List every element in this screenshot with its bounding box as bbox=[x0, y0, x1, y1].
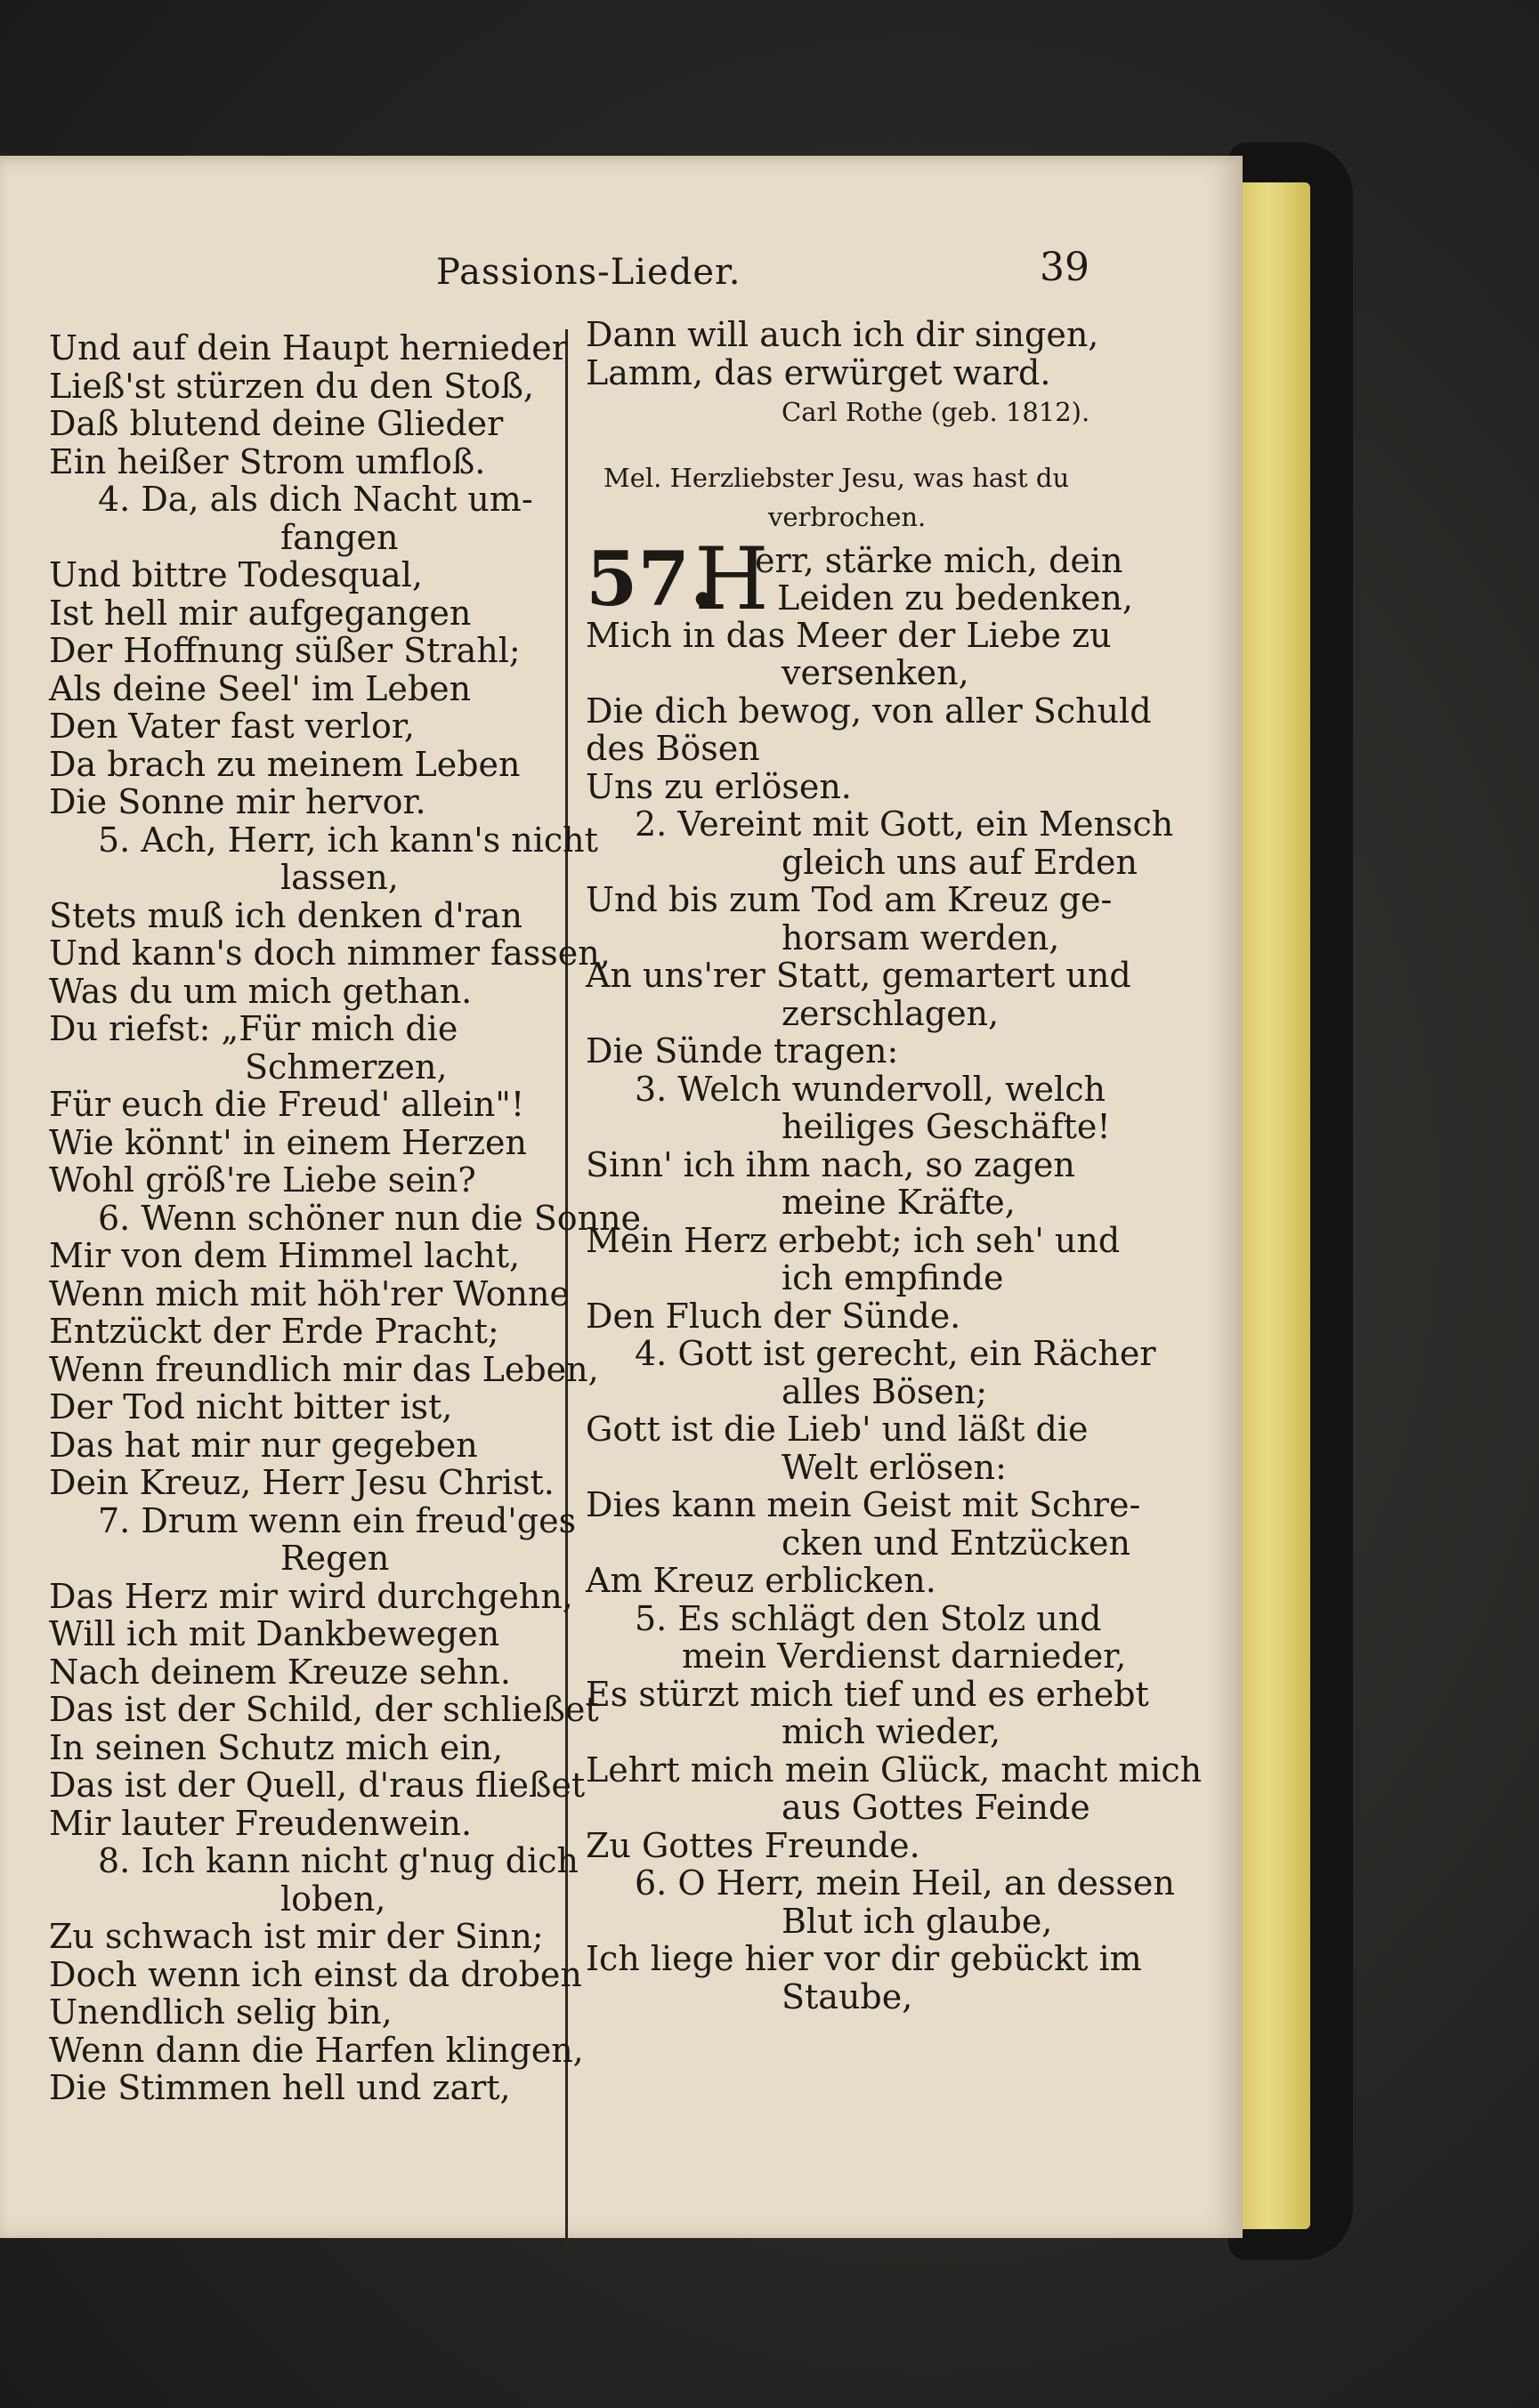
text-line: Zu schwach ist mir der Sinn; bbox=[49, 1917, 544, 1956]
text-line: Ich liege hier vor dir gebückt im bbox=[586, 1939, 1142, 1978]
melody-reference-cont: verbrochen. bbox=[768, 501, 927, 532]
text-line: Dies kann mein Geist mit Schre- bbox=[586, 1485, 1141, 1524]
text-line: Nach deinem Kreuze sehn. bbox=[49, 1652, 511, 1692]
text-line: 2. Vereint mit Gott, ein Mensch bbox=[635, 804, 1174, 844]
text-line: Und auf dein Haupt hernieder bbox=[49, 328, 568, 368]
text-line: Das Herz mir wird durchgehn, bbox=[49, 1576, 573, 1616]
text-line: An uns'rer Statt, gemartert und bbox=[586, 956, 1131, 995]
hymn-body bbox=[586, 615, 1203, 2016]
text-line: err, stärke mich, dein bbox=[755, 540, 1123, 580]
hymn-number: 57. bbox=[586, 534, 717, 623]
text-line: Und bis zum Tod am Kreuz ge- bbox=[586, 880, 1113, 919]
text-line: 5. Es schlägt den Stolz und bbox=[635, 1598, 1102, 1638]
text-line: Da brach zu meinem Leben bbox=[49, 744, 521, 784]
melody-reference: Mel. Herzliebster Jesu, was hast du bbox=[603, 462, 1070, 493]
text-line: Entzückt der Erde Pracht; bbox=[49, 1312, 499, 1351]
text-line: mich wieder, bbox=[782, 1712, 1001, 1751]
text-line: Zu Gottes Freunde. bbox=[586, 1825, 920, 1865]
text-line: Wenn dann die Harfen klingen, bbox=[49, 2030, 584, 2070]
text-line: des Bösen bbox=[586, 729, 760, 768]
text-line: Welt erlösen: bbox=[782, 1447, 1007, 1487]
text-line: Lehrt mich mein Glück, macht mich bbox=[586, 1749, 1203, 1790]
text-line: Das ist der Schild, der schließet bbox=[49, 1690, 599, 1729]
text-line: 4. Gott ist gerecht, ein Rächer bbox=[635, 1334, 1156, 1373]
gilded-page-edges bbox=[1239, 182, 1310, 2229]
text-line: Doch wenn ich einst da droben bbox=[49, 1954, 582, 1994]
text-line: Die Sünde tragen: bbox=[586, 1031, 899, 1071]
text-line: Der Tod nicht bitter ist, bbox=[49, 1387, 453, 1426]
text-line: zerschlagen, bbox=[782, 993, 1000, 1033]
text-line: Für euch die Freud' allein"! bbox=[49, 1085, 525, 1124]
text-line: aus Gottes Feinde bbox=[782, 1788, 1090, 1827]
text-line: Das hat mir nur gegeben bbox=[49, 1425, 478, 1465]
text-line: Ließ'st stürzen du den Stoß, bbox=[49, 366, 534, 406]
text-line: Und bittre Todesqual, bbox=[49, 555, 423, 594]
text-line: Lamm, das erwürget ward. bbox=[586, 352, 1051, 392]
running-head: Passions-Lieder. bbox=[436, 252, 741, 293]
hymn-start bbox=[586, 529, 1133, 629]
text-line: Gott ist die Lieb' und läßt die bbox=[586, 1410, 1089, 1449]
text-line: loben, bbox=[280, 1879, 386, 1919]
text-line: meine Kräfte, bbox=[782, 1183, 1016, 1222]
text-line: 6. Wenn schöner nun die Sonne bbox=[98, 1198, 642, 1238]
text-line: Will ich mit Dankbewegen bbox=[49, 1614, 500, 1653]
text-line: ich empfinde bbox=[782, 1258, 1004, 1297]
text-line: Ist hell mir aufgegangen bbox=[49, 593, 472, 633]
text-line: horsam werden, bbox=[782, 917, 1060, 958]
text-line: Dein Kreuz, Herr Jesu Christ. bbox=[49, 1463, 555, 1502]
text-line: Mir von dem Himmel lacht, bbox=[49, 1236, 521, 1275]
text-line: versenken, bbox=[782, 653, 969, 692]
drop-cap: H bbox=[694, 529, 769, 629]
text-line: In seinen Schutz mich ein, bbox=[49, 1727, 504, 1767]
text-line: Als deine Seel' im Leben bbox=[49, 668, 472, 708]
text-line: Mir lauter Freudenwein. bbox=[49, 1803, 473, 1843]
text-line: Wenn freundlich mir das Leben, bbox=[49, 1349, 599, 1389]
text-line: 8. Ich kann nicht g'nug dich bbox=[98, 1841, 579, 1880]
text-line: 6. O Herr, mein Heil, an dessen bbox=[635, 1863, 1175, 1903]
text-line: Die Stimmen hell und zart, bbox=[49, 2068, 511, 2107]
text-line: Unendlich selig bin, bbox=[49, 1992, 393, 2032]
hymn-author: Carl Rothe (geb. 1812). bbox=[782, 397, 1090, 427]
text-line: Dann will auch ich dir singen, bbox=[586, 315, 1099, 354]
text-line: Wohl größ're Liebe sein? bbox=[49, 1160, 476, 1200]
text-line: 5. Ach, Herr, ich kann's nicht bbox=[98, 820, 598, 860]
text-line: Uns zu erlösen. bbox=[586, 766, 852, 806]
text-line: Wenn mich mit höh'rer Wonne bbox=[49, 1273, 570, 1313]
text-line: Wie könnt' in einem Herzen bbox=[49, 1122, 527, 1162]
text-line: alles Bösen; bbox=[782, 1371, 988, 1411]
text-line: Ein heißer Strom umfloß. bbox=[49, 441, 486, 481]
text-line: Was du um mich gethan. bbox=[49, 971, 473, 1011]
text-line: Es stürzt mich tief und es erhebt bbox=[586, 1674, 1149, 1714]
text-line: Regen bbox=[280, 1539, 390, 1578]
text-line: Schmerzen, bbox=[245, 1046, 448, 1087]
text-line: mein Verdienst darnieder, bbox=[682, 1636, 1127, 1676]
text-line: heiliges Geschäfte! bbox=[782, 1107, 1111, 1146]
page-number: 39 bbox=[1040, 245, 1089, 290]
text-line: lassen, bbox=[280, 858, 399, 897]
text-line: 7. Drum wenn ein freud'ges bbox=[98, 1500, 577, 1540]
text-line: Das ist der Quell, d'raus fließet bbox=[49, 1766, 586, 1805]
text-line: cken und Entzücken bbox=[782, 1523, 1130, 1563]
text-line: Den Vater fast verlor, bbox=[49, 707, 415, 746]
text-line: Sinn' ich ihm nach, so zagen bbox=[586, 1144, 1075, 1184]
text-line: Der Hoffnung süßer Strahl; bbox=[49, 631, 521, 670]
text-line: gleich uns auf Erden bbox=[782, 842, 1138, 882]
text-line: 4. Da, als dich Nacht um- bbox=[98, 480, 533, 519]
text-line: Stets muß ich denken d'ran bbox=[49, 895, 523, 935]
text-line: Mich in das Meer der Liebe zu bbox=[586, 615, 1112, 655]
right-column bbox=[586, 315, 1203, 2016]
text-line: Mein Herz erbebt; ich seh' und bbox=[586, 1220, 1121, 1260]
book-page bbox=[0, 156, 1243, 2238]
text-line: Den Fluch der Sünde. bbox=[586, 1296, 961, 1336]
text-line: Leiden zu bedenken, bbox=[777, 578, 1133, 618]
text-line: Du riefst: „Für mich die bbox=[49, 1009, 458, 1048]
text-line: Die dich bewog, von aller Schuld bbox=[586, 691, 1152, 731]
text-line: Die Sonne mir hervor. bbox=[49, 782, 426, 821]
text-line: 3. Welch wundervoll, welch bbox=[635, 1069, 1106, 1109]
text-line: Am Kreuz erblicken. bbox=[586, 1561, 936, 1600]
text-line: Blut ich glaube, bbox=[782, 1901, 1053, 1941]
text-line: Staube, bbox=[782, 1976, 913, 2016]
text-line: Daß blutend deine Glieder bbox=[49, 404, 504, 443]
text-line: Und kann's doch nimmer fassen, bbox=[49, 933, 611, 973]
left-column bbox=[49, 328, 642, 2107]
text-line: fangen bbox=[280, 517, 399, 557]
